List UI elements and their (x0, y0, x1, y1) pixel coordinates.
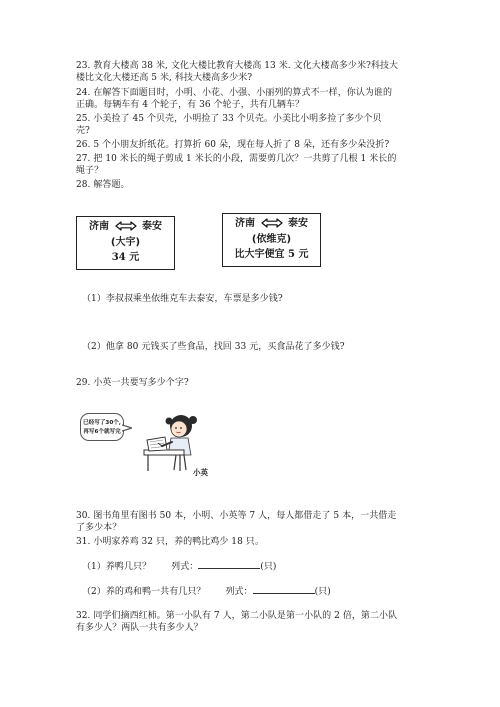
destination-city: 泰安 (141, 221, 162, 232)
illustration-girl-writing (80, 410, 220, 478)
speech-bubble (80, 413, 124, 441)
unit-label: (只) (314, 587, 331, 597)
question-28-part1: （1）李叔叔乘坐依维克车去泰安，车票是多少钱? (82, 294, 283, 304)
ticket-price: 34 元 (111, 252, 140, 263)
question-28: 28. 解答题。 (76, 180, 130, 190)
bubble-text-line2: 再写6个就写完 (83, 429, 121, 435)
question-24-line2: 正确。每辆车有 4 个轮子，有 36 个轮子，共有几辆车？ (76, 100, 305, 110)
question-23-line1: 23. 教育大楼高 38 米, 文化大楼比教育大楼高 13 米. 文化大楼高多少米?科技大 (76, 61, 399, 71)
question-27-line2: 绳子？ (76, 166, 104, 176)
question-30-line1: 30. 图书角里有图书 50 本，小明、小英等 7 人，每人都借走了 5 本，一共借走 (76, 511, 397, 521)
bus-type: (依维克) (251, 234, 292, 245)
origin-city: 济南 (89, 221, 110, 232)
question-23-line2: 楼比文化大楼还高 5 米, 科技大楼高多少米? (76, 73, 253, 83)
question-28-part2: （2）他拿 80 元钱买了些食品，找回 33 元，买食品花了多少钱? (82, 342, 345, 352)
question-24-line1: 24. 在解答下面题目时，小明、小花、小强、小丽列的算式不一样，你认为谁的 (76, 88, 393, 98)
route-row (77, 221, 174, 233)
question-25-line1: 25. 小美捡了 45 个贝壳，小明捡了 33 个贝壳。小美比小明多捡了多少个贝 (76, 114, 382, 124)
ticket-sign-yiweike (222, 213, 321, 267)
question-29: 29. 小英一共要写多少个字? (76, 378, 189, 388)
double-arrow-icon (115, 221, 137, 231)
double-arrow-icon (261, 218, 283, 228)
question-31-part1-text: （1）养鸭几只？ (82, 562, 152, 572)
answer-blank[interactable] (253, 584, 315, 594)
formula-label: 列式： (171, 562, 199, 572)
question-25-line2: 壳? (76, 126, 90, 136)
route-row (223, 218, 320, 230)
bus-type: (大宇) (110, 237, 141, 248)
question-31: 31. 小明家养鸡 32 只，养的鸭比鸡少 18 只。 (76, 537, 264, 547)
bubble-text-line1: 已经写了30个, (83, 420, 121, 426)
girl-at-desk-icon (138, 410, 208, 472)
formula-label: 列式： (225, 587, 253, 597)
answer-blank[interactable] (198, 559, 260, 569)
question-32-line2: 有多少人？两队一共有多少人？ (76, 623, 203, 633)
question-27-line1: 27. 把 10 米长的绳子剪成 1 米长的小段，需要剪几次？一共剪了几根 1 米长的 (76, 154, 397, 164)
question-31-part2 (82, 584, 432, 598)
question-30-line2: 了多少本？ (76, 523, 122, 533)
question-31-part2-text: （2）养的鸡和鸭一共有几只？ (82, 587, 206, 597)
girl-name-label: 小英 (193, 468, 208, 477)
unit-label: (只) (260, 562, 277, 572)
origin-city: 济南 (235, 218, 256, 229)
bubble-tail-icon (122, 424, 132, 432)
price-note: 比大宇便宜 5 元 (234, 249, 309, 260)
question-32-line1: 32. 同学们摘西红柿。第一小队有 7 人，第二小队是第一小队的 2 倍，第二小队 (76, 611, 398, 621)
destination-city: 泰安 (287, 218, 308, 229)
question-26: 26. 5 个小朋友折纸花。打算折 60 朵，现在每人折了 8 朵，还有多少朵没折? (76, 140, 390, 150)
question-31-part1 (82, 559, 432, 573)
ticket-sign-dayu (76, 216, 175, 270)
